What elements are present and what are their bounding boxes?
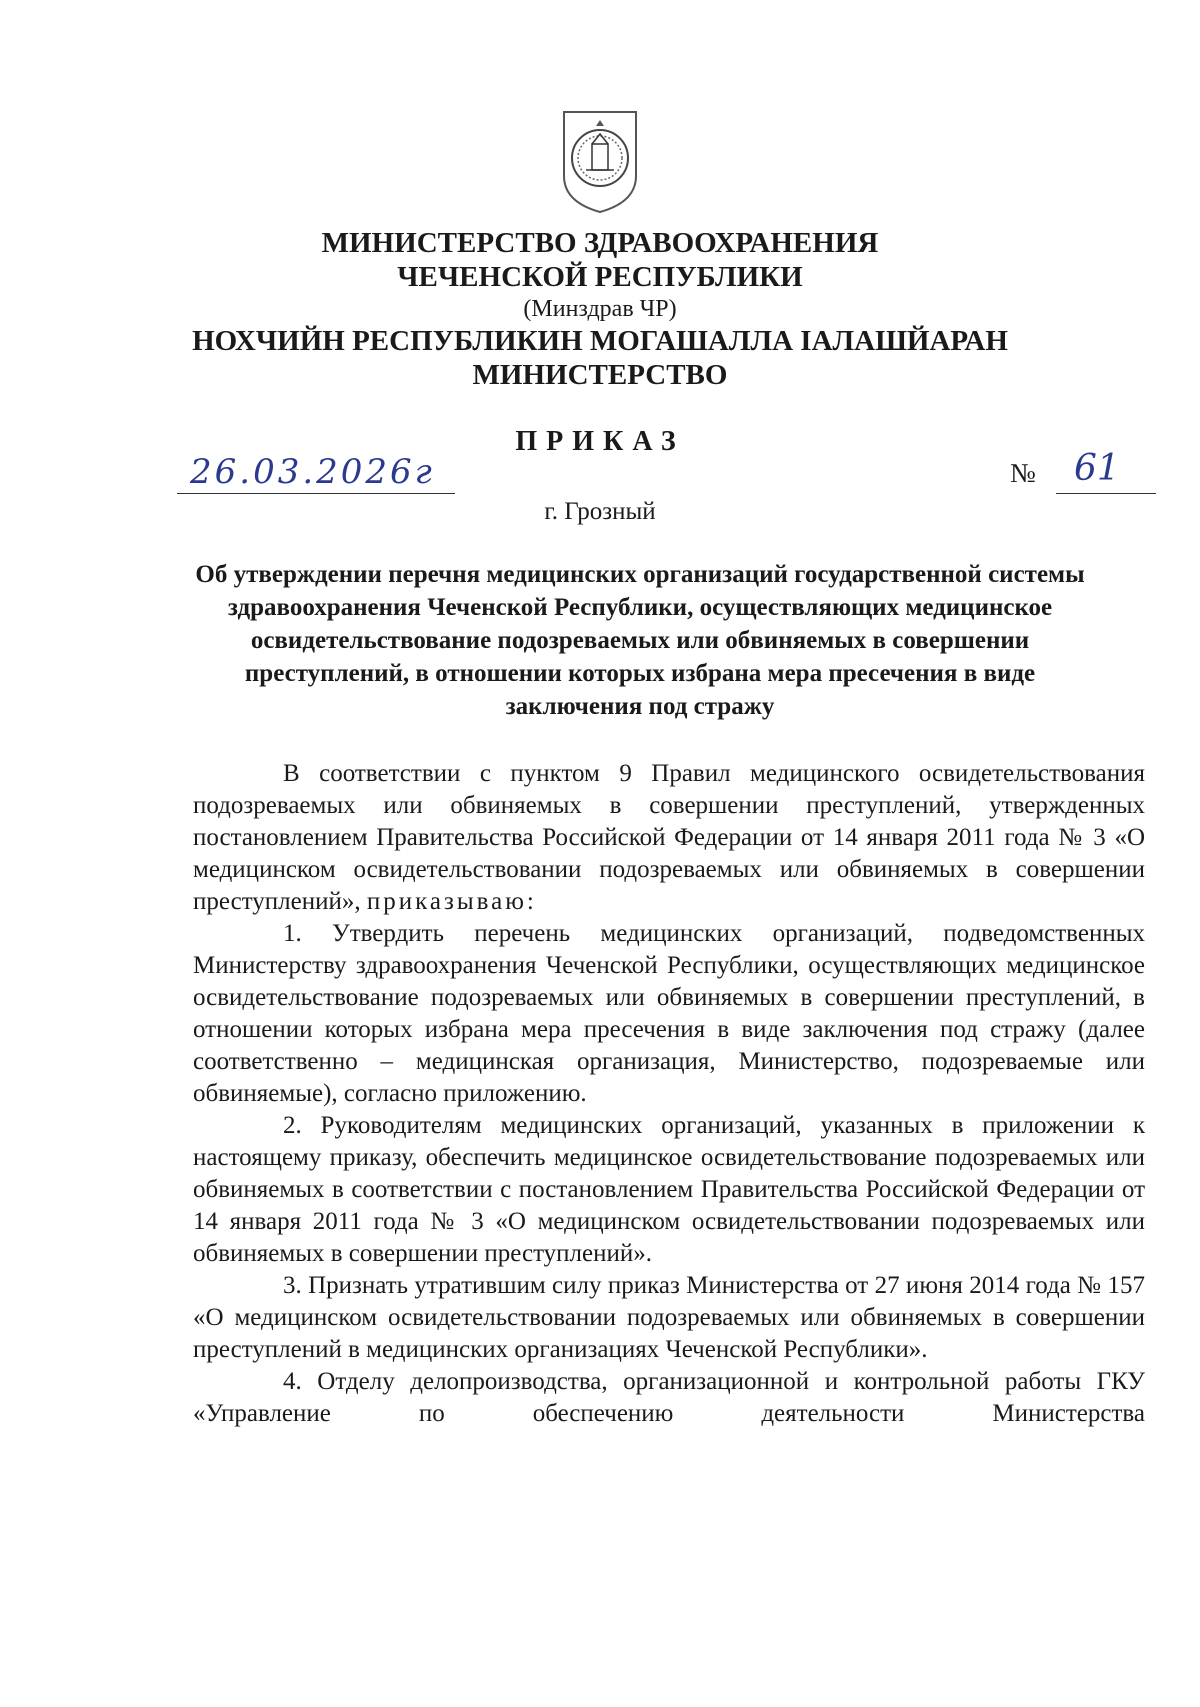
order-item-4: 4. Отделу делопроизводства, организационной и контрольной работы ГКУ «Управление по обеспечению деятельности Министерства (193, 1368, 1145, 1427)
preamble-text: В соответствии с пунктом 9 Правил медицинского освидетельствования подозреваемых или обвиняемых в совершении преступлений, утвержденных постановлением Правительства Российской Федерации от 14 января 2011 года № 3 «О медицинском освидетельствовании подозреваемых или обвиняемых в совершении преступлений», (193, 760, 1145, 915)
ministry-name-ru (0, 226, 1200, 294)
ministry-short-name: (Минздрав ЧР) (523, 296, 677, 322)
handwritten-date: 26.03.2026г (190, 452, 435, 492)
date-underline (177, 493, 455, 494)
number-underline (1056, 493, 1156, 494)
document-title: Об утверждении перечня медицинских организаций государственной системы здравоохранения Чеченской Республики, осуществляющих медицинское освидетельствование подозреваемых или обвиняемых в совершении преступлений, в отношении которых избрана мера пресечения в виде заключения под стражу (195, 561, 1085, 720)
document-type-heading: ПРИКАЗ (515, 426, 685, 457)
ministry-name-ru-text: МИНИСТЕРСТВО ЗДРАВООХРАНЕНИЯ ЧЕЧЕНСКОЙ РЕСПУБЛИКИ (321, 227, 879, 293)
ministry-name-chechen: НОХЧИЙН РЕСПУБЛИКИН МОГАШАЛЛА IАЛАШЙАРАН МИНИСТЕРСТВО (192, 325, 1008, 391)
handwritten-number: 61 (1074, 448, 1120, 489)
order-word: приказываю: (366, 888, 537, 915)
order-item-3: 3. Признать утратившим силу приказ Министерства от 27 июня 2014 года № 157 «О медицинском освидетельствовании подозреваемых или обвиняемых в совершении преступлений в медицинских организациях Чеченской Республики». (193, 1272, 1145, 1363)
chechen-republic-coat-of-arms-icon (556, 106, 644, 216)
order-item-1: 1. Утвердить перечень медицинских организаций, подведомственных Министерству здравоохранения Чеченской Республики, осуществляющих медицинское освидетельствование подозреваемых или обвиняемых в совершении преступлений, в отношении которых избрана мера пресечения в виде заключения под стражу (далее соответственно – медицинская организация, Министерство, подозреваемые или обвиняемые), согласно приложению. (193, 920, 1145, 1107)
preamble-paragraph (193, 758, 1145, 918)
document-body (193, 758, 1145, 1430)
number-label: № (1010, 458, 1036, 488)
city-name: г. Грозный (544, 498, 656, 525)
order-item-2: 2. Руководителям медицинских организаций, указанных в приложении к настоящему приказу, обеспечить медицинское освидетельствование подозреваемых или обвиняемых в соответствии с постановлением Правительства Российской Федерации от 14 января 2011 года № 3 «О медицинском освидетельствовании подозреваемых или обвиняемых в совершении преступлений». (193, 1112, 1145, 1267)
